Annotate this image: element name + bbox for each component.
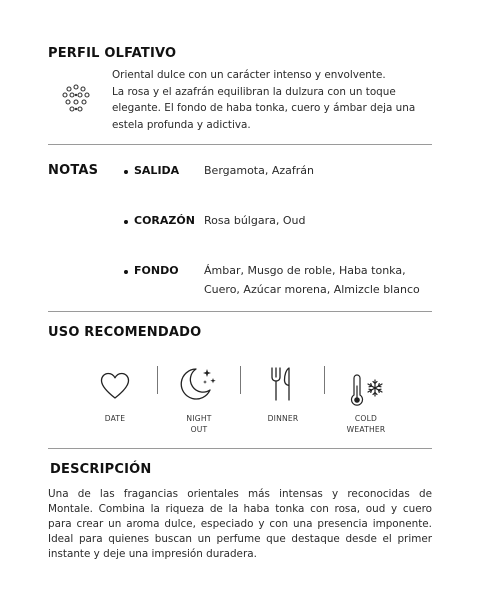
profile-title: PERFIL OLFATIVO	[48, 46, 177, 61]
divider	[48, 448, 432, 449]
note-label-corazon: CORAZÓN	[134, 214, 195, 227]
bullet	[124, 170, 128, 174]
usage-label-night-out	[169, 413, 229, 435]
moon-stars-icon	[180, 366, 218, 402]
note-value-line: Cuero, Azúcar morena, Almizcle blanco	[204, 283, 420, 296]
separator	[157, 366, 158, 394]
note-value-corazon: Rosa búlgara, Oud	[204, 214, 306, 227]
usage-label-dinner	[253, 413, 313, 424]
profile-line: La rosa y el azafrán equilibran la dulzura con un toque	[112, 85, 396, 98]
description-line: Ideal para quienes buscan un perfume que destaque desde el primer	[48, 533, 432, 545]
description-line: para crear un aroma dulce, especiado y con una presencia imponente.	[48, 518, 432, 530]
divider	[48, 311, 432, 312]
description-line: Una de las fragancias orientales más intensas y reconocidas de	[48, 488, 432, 500]
description-line: instante y deje una impresión duradera.	[48, 548, 257, 560]
notes-title: NOTAS	[48, 163, 99, 178]
usage-label-line: COLD	[354, 414, 378, 423]
profile-text	[112, 67, 415, 133]
thermometer-snowflake-icon	[347, 374, 387, 408]
profile-line: Oriental dulce con un carácter intenso y envolvente.	[112, 69, 386, 81]
usage-title: USO RECOMENDADO	[48, 325, 202, 340]
separator	[324, 366, 325, 394]
usage-label-cold-weather	[336, 413, 396, 435]
heart-icon	[100, 372, 130, 400]
description-line: Montale. Combina la riqueza de la haba tonka con rosa, oud y cuero	[48, 503, 432, 515]
fragrance-dots-icon	[61, 83, 91, 113]
divider	[48, 144, 432, 145]
bullet	[124, 270, 128, 274]
bullet	[124, 220, 128, 224]
usage-label-line: WEATHER	[346, 425, 386, 434]
description-title: DESCRIPCIÓN	[50, 462, 152, 477]
profile-line: elegante. El fondo de haba tonka, cuero y ámbar deja una	[112, 102, 416, 114]
usage-label-line: DATE	[104, 414, 126, 423]
separator	[240, 366, 241, 394]
description-text	[48, 487, 432, 562]
note-value-fondo	[204, 261, 420, 299]
note-label-salida: SALIDA	[134, 164, 180, 177]
fork-knife-icon	[268, 366, 296, 402]
usage-label-line: OUT	[190, 425, 208, 434]
note-label-fondo: FONDO	[134, 264, 179, 277]
usage-label-date	[85, 413, 145, 424]
note-value-salida: Bergamota, Azafrán	[204, 164, 315, 177]
profile-line: estela profunda y adictiva.	[112, 118, 251, 131]
usage-label-line: NIGHT	[186, 414, 212, 423]
note-value-line: Ámbar, Musgo de roble, Haba tonka,	[204, 264, 406, 277]
usage-label-line: DINNER	[267, 414, 299, 423]
